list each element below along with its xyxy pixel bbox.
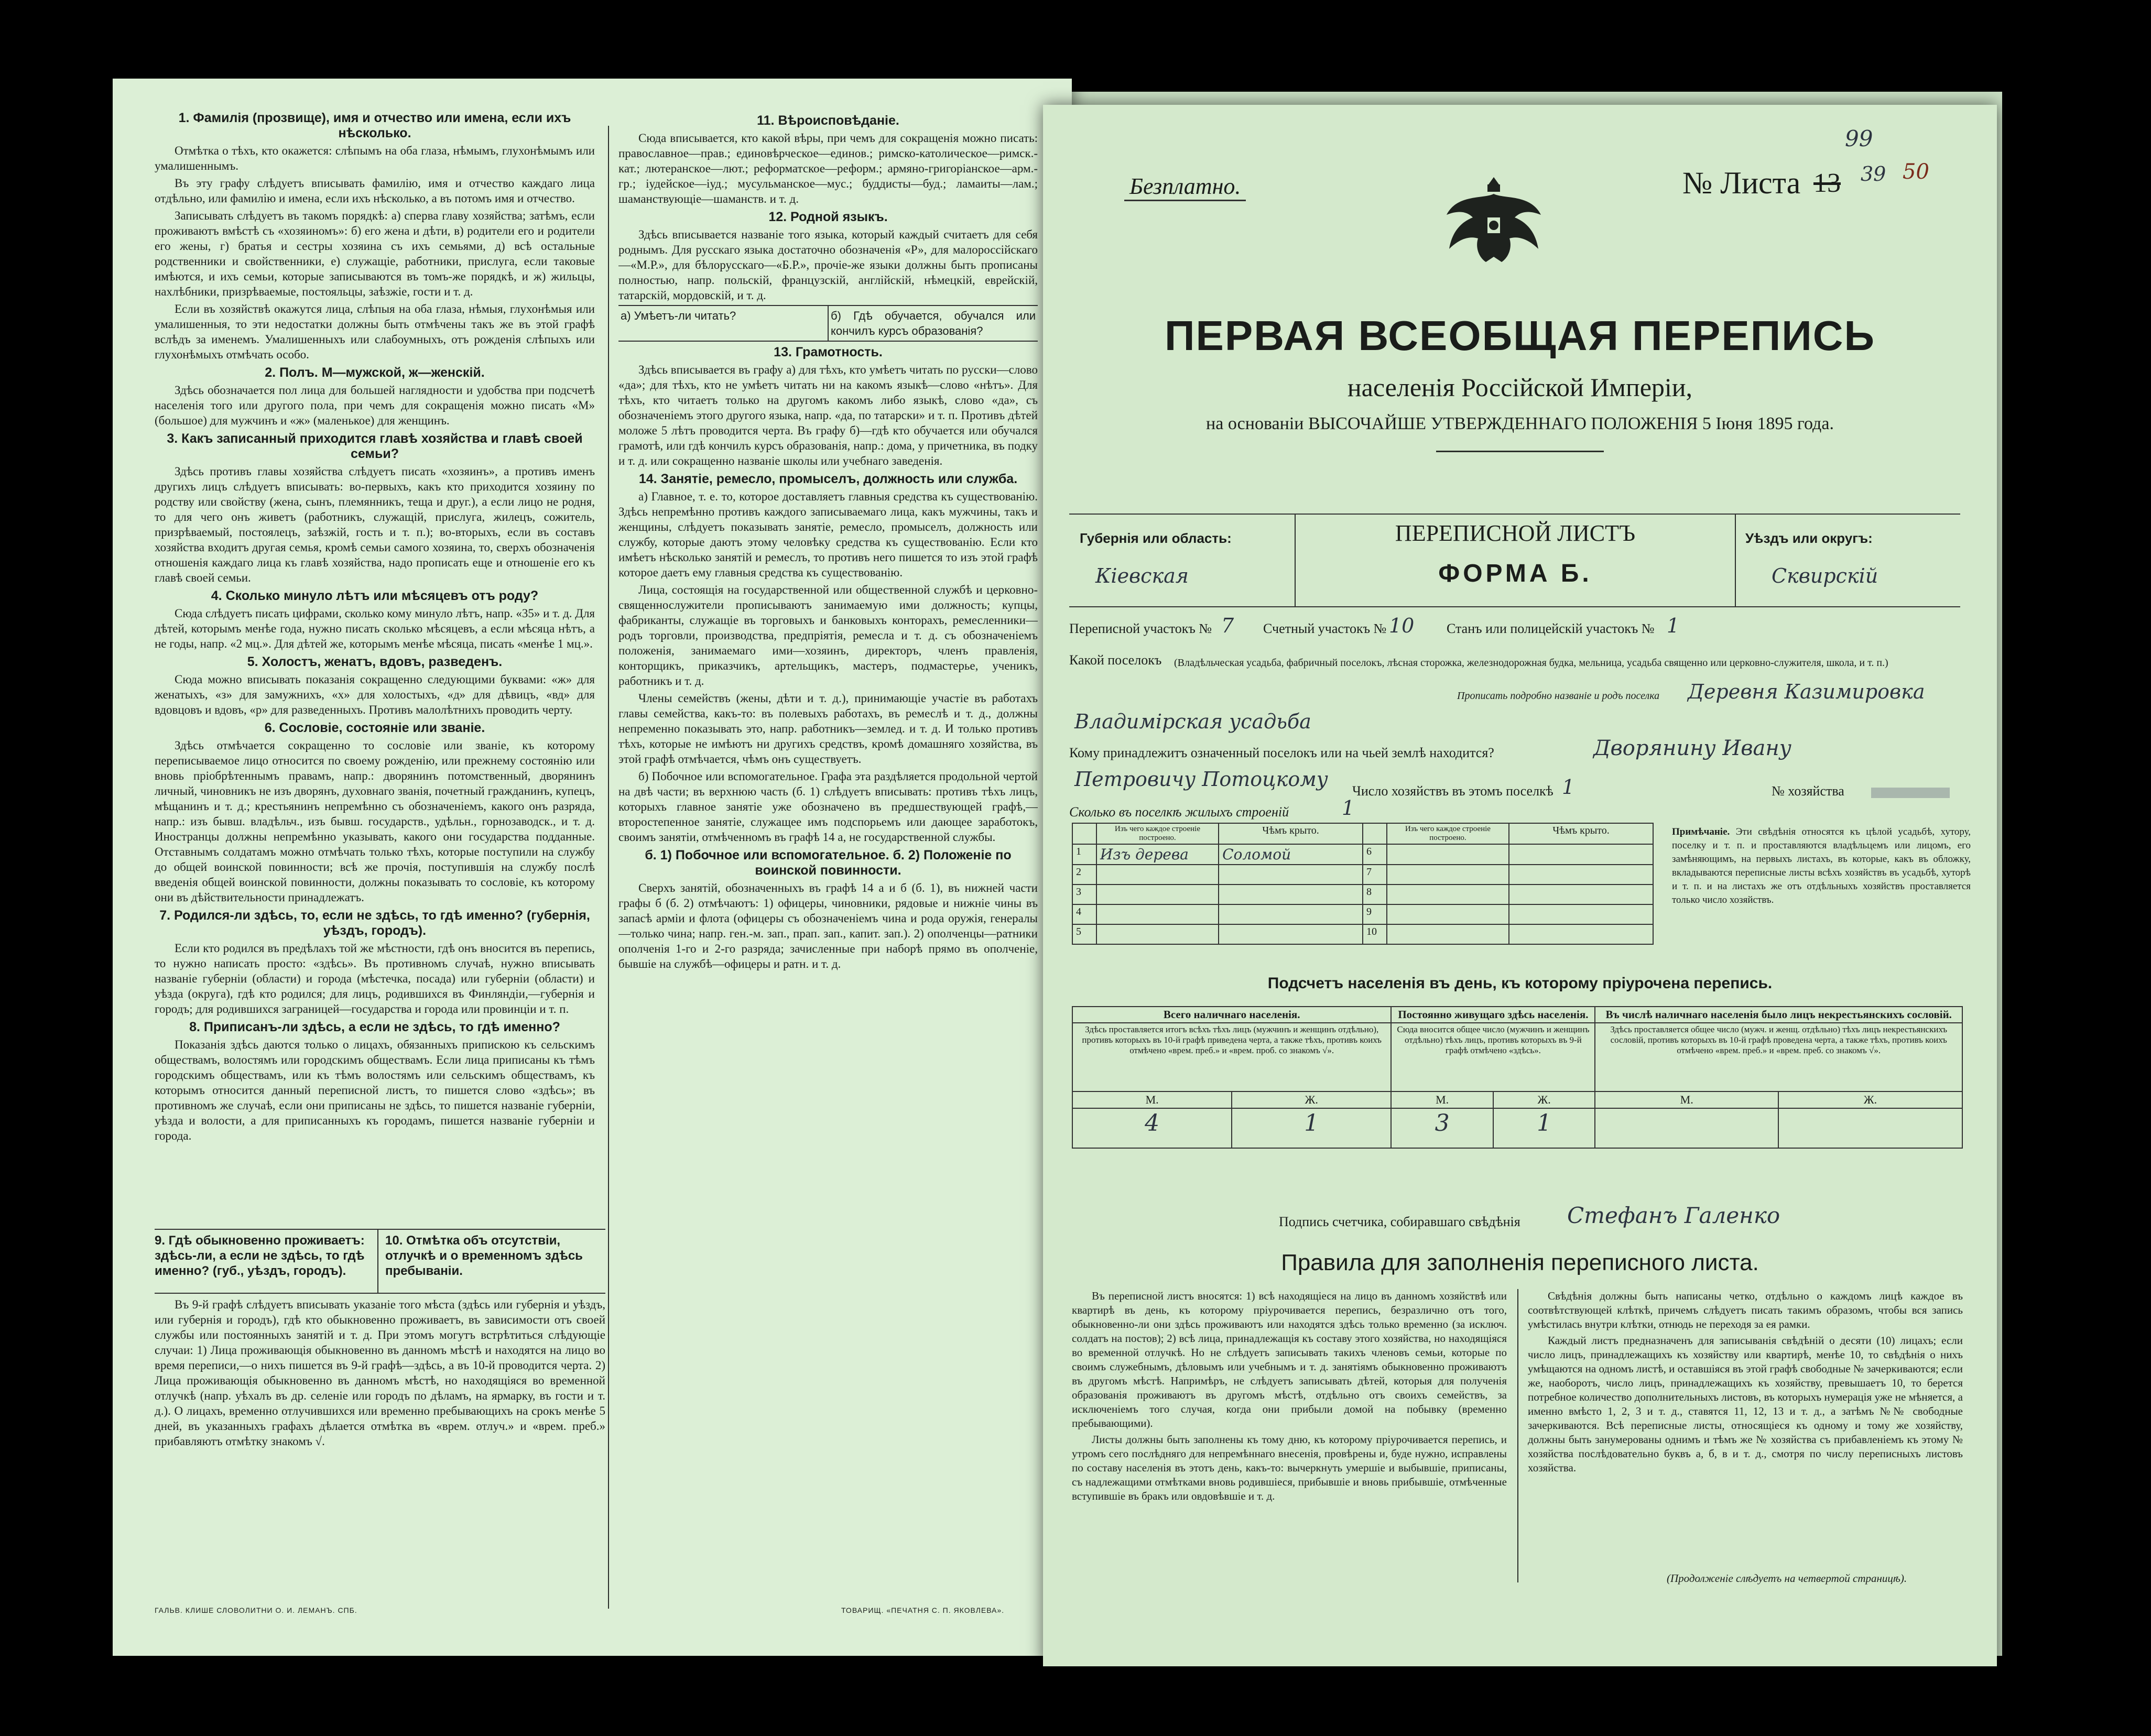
section-title: 8. Приписанъ-ли здѣсь, а если не здѣсь, то гдѣ именно? [189, 1020, 560, 1034]
sheet-number-struck: 13 [1813, 168, 1841, 198]
section-paragraph: Сюда вписывается, кто какой вѣры, при чемъ для сокращенія можно писать: православное—прав.; единовѣрческое—единов.; римско-католическое—римск.-кат.; лютеранское—лют.; реформатское—реформ.; армяно-григоріанское—арм.-гр.; іудейское—іуд.; мусульманское—мус.; буддисты—буд.; ламаиты—лам.; шаманствующіе—шаманств. и т. д. [618, 132, 1038, 205]
section-paragraph: Если кто родился въ предѣлахъ той же мѣстности, гдѣ онъ вносится въ перепись, то нужно написать просто: «здѣсь». Въ противномъ случаѣ, нужно вписывать названіе губерніи (области) и города (мѣстечка, посада) или губерніи (области) и уѣзда (округа), гдѣ кто родился; для лицъ, родившихся въ Финляндіи,—губернія и городъ; для родившихся заграницей—государства и города или провинціи и т. п. [155, 942, 595, 1016]
settlement-kind-label: Какой поселокъ [1069, 652, 1162, 668]
count-head-total: Всего наличнаго населенія. [1072, 1007, 1391, 1023]
section-title: 13. Грамотность. [774, 345, 883, 359]
sheet-number-label: № Листа [1682, 166, 1801, 200]
printer-mark-right: ТОВАРИЩ. «ПЕЧАТНЯ С. П. ЯКОВЛЕВА». [841, 1606, 1005, 1614]
field-10-title: 10. Отмѣтка объ отсутствіи, отлучкѣ и о временномъ здѣсь пребываніи. [385, 1233, 583, 1278]
count-title: Подсчетъ населенія въ день, къ которому пріурочена перепись. [1267, 975, 1773, 992]
building-roof: Соломой [1219, 844, 1363, 865]
count-note-permanent: Сюда вносится общее число (мужчинъ и женщинъ отдѣльно) тѣхъ лицъ, противъ которыхъ въ 9-й графѣ отмѣчено «здѣсь». [1391, 1023, 1595, 1091]
rules-column-2 [1528, 1289, 1963, 1572]
free-label: Безплатно. [1124, 173, 1246, 201]
section-title: 1. Фамилія (прозвище), имя и отчество или имена, если ихъ нѣсколько. [178, 111, 571, 140]
section-paragraph: Сюда слѣдуетъ писать цифрами, сколько кому минуло лѣтъ, напр. «35» и т. д. Для дѣтей, которымъ менѣе года, нужно писать сколько мѣсяцевъ, а если мѣсяца нѣтъ, а не годы, напр. «2 мц.». Для дѣтей же, которымъ менѣе мѣсяца, писать «менѣе 1 мц.». [155, 607, 595, 650]
rules-paragraph: Въ переписной листъ вносятся: 1) всѣ находящіеся на лицо въ данномъ хозяйствѣ или квартирѣ въ день, къ которому пріурочивается перепись, безразлично отъ того, обыкновенно-ли они здѣсь проживаютъ или находятся здѣсь только временно (за исключ. солдатъ на постов); 2) всѣ лица, принадлежащія къ составу этого хозяйства, но находящіяся во временной отлучкѣ. Но не слѣдуетъ записывать такихъ членовъ семьи, которые по своимъ служебнымъ, дѣловымъ или учебнымъ и т. д. занятіямъ обыкновенно проживаютъ въ другомъ мѣстѣ. Напримѣръ, не слѣдуетъ записывать дѣтей, которыя для полученія образованія проживаютъ въ другомъ мѣстѣ, отдѣльно отъ своихъ семействъ, за исключеніемъ того случая, когда они прибыли домой на побывку (временно пребывающими). [1072, 1290, 1507, 1429]
buildings-table-row [1072, 844, 1653, 865]
counting-district-label: Счетный участокъ № [1263, 621, 1387, 636]
gubernia-value: Кіевская [1095, 564, 1189, 587]
fields-9-10-paragraph: Въ 9-й графѣ слѣдуетъ вписывать указаніе того мѣста (здѣсь или губернія и уѣздъ, или губернія и городъ), гдѣ кто обыкновенно проживаетъ, въ зависимости отъ своей службы или постоянныхъ занятій и т. д. При этомъ могутъ встрѣтиться слѣдующіе случаи: 1) Лица проживающія обыкновенно въ данномъ мѣстѣ и находятся на лицо во время переписи,—о нихъ пишется въ 9-й графѣ—здѣсь, а въ 10-й проводится черта. 2) Лица проживающія обыкновенно въ данномъ мѣстѣ, но находящіяся во временной отлучкѣ (напр. уѣхалъ въ др. селеніе или городъ по дѣламъ, на ярмарку, въ гости и т. д.). О лицахъ, временно отлучившихся или временно пребывающихъ на срокъ менѣе 5 дней, въ указанныхъ графахъ дѣлается отмѣтка въ «врем. отлуч.» и «врем. преб.» прибавляютъ отмѣтку знакомъ √. [155, 1298, 605, 1448]
section-title: 7. Родился-ли здѣсь, то, если не здѣсь, то гдѣ именно? (губернія, уѣздъ, городъ). [159, 908, 590, 938]
owner-value-2: Петровичу Потоцкому [1074, 768, 1328, 791]
form-subtitle: ФОРМА Б. [1438, 560, 1592, 587]
section-title: 11. Вѣроисповѣданіе. [757, 113, 899, 128]
signature-label: Подпись счетчика, собиравшаго свѣдѣнія [1279, 1214, 1520, 1229]
archive-mark-3: 50 [1903, 160, 1929, 184]
section-paragraph: Здѣсь противъ главы хозяйства слѣдуетъ писать «хозяинъ», а противъ именъ другихъ лицъ слѣдуетъ вписывать: во-первыхъ, какъ кто приходится хозяину по родству или свойству (жена, сынъ, племянникъ, теща и друг.), а если лицо не родня, то для чего онъ живетъ (работникъ, служащій, прислуга, жилецъ, сожитель, призрѣваемый, постоялецъ, заѣзжій, гость и т. п.); во-вторыхъ, если въ составъ хозяйства входитъ другая семья, кромѣ семьи самого хозяина, то, сверхъ обозначенія отношенія каждаго лица къ главѣ хозяйства, надо прописать еще и отношеніе его къ главѣ своей семьи. [155, 465, 595, 584]
row-number: 3 [1072, 885, 1096, 904]
female-count: 1 [1232, 1108, 1391, 1148]
female-header: Ж. [1232, 1091, 1391, 1108]
building-material [1096, 885, 1219, 904]
building-material [1387, 844, 1509, 865]
section-title: 6. Сословіе, состояніе или званіе. [264, 720, 485, 735]
building-roof [1509, 865, 1653, 885]
police-district-label: Станъ или полицейскій участокъ № [1447, 621, 1655, 636]
buildings-table-row [1072, 904, 1653, 924]
section-title: 4. Сколько минуло лѣтъ или мѣсяцевъ отъ роду? [211, 588, 539, 603]
building-material [1387, 924, 1509, 944]
section-paragraph: Лица, состоящія на государственной или общественной службѣ и церковно-священнослужители прописываютъ занимаемую ими должность; купцы, фабриканты, служащіе въ торговыхъ и банковыхъ конторахъ, ремесленники—родъ торговли, производства, предпріятія, ремесла и т. д. съ обозначеніемъ положенія, занимаемаго ими—хозяинъ, директоръ, членъ правленія, конторщикъ, приказчикъ, артельщикъ, мастеръ, подмастерье, ученикъ, работникъ и т. д. [618, 583, 1038, 687]
building-roof [1219, 924, 1363, 944]
literacy-col-a: а) Умѣетъ-ли читать? [618, 306, 829, 341]
count-note-non-peasant: Здѣсь проставляется общее число (мужч. и женщ. отдѣльно) тѣхъ лицъ некрестьянскихъ сословій, противъ которыхъ въ 10-й графѣ проведена черта, а также тѣхъ, противъ коихъ отмѣчено «врем. преб.» и «врем. преб. со знакомъ √». [1595, 1023, 1962, 1091]
section-paragraph: Показанія здѣсь даются только о лицахъ, обязанныхъ припискою къ сельскимъ обществамъ, волостямъ или городскимъ обществамъ. Если лица приписаны къ тѣмъ городскимъ обществамъ, или къ тѣмъ волостямъ или сельскимъ обществамъ, къ которымъ относится данный переписной листъ, то пишется слово «здѣсь»; въ противномъ же случаѣ, если они приписаны не здѣсь, то пишется названіе губерніи, уѣзда и волости, а для приписанныхъ къ городамъ, пишется названіе губерніи и города. [155, 1038, 595, 1142]
building-material [1387, 904, 1509, 924]
section-title: 14. Занятіе, ремесло, промыселъ, должность или служба. [638, 472, 1018, 486]
column-divider [608, 126, 609, 1609]
rules-column-1 [1072, 1289, 1507, 1614]
building-roof [1509, 885, 1653, 904]
gubernia-label: Губернія или область: [1080, 530, 1232, 546]
section-paragraph: Здѣсь вписывается въ графу а) для тѣхъ, кто умѣетъ читать по русски—слово «да»; для тѣхъ, кто не умѣетъ читать ни на какомъ языкѣ—слово «нѣтъ». Для тѣхъ, кто читаетъ только на другомъ какомъ либо языкѣ, слово «да», съ обозначеніемъ этого другого языка, напр. «да, по татарски» и т. п. Противъ дѣтей моложе 5 лѣтъ проводится черта. Въ графу б)—гдѣ кто обучается или обучался грамотѣ, или гдѣ кончилъ курсъ образованія, напр.: дома, у причетника, въ подку и т. д. или сокращенно названіе школы или учебнаго заведенія. [618, 363, 1038, 467]
building-roof [1219, 865, 1363, 885]
section-title: 2. Полъ. М—мужской, ж—женскій. [265, 365, 485, 380]
instructions-column-2 [618, 110, 1038, 1582]
census-district-label: Переписной участокъ № [1069, 621, 1212, 636]
police-district-value: 1 [1667, 614, 1680, 637]
signature-value: Стефанъ Галенко [1567, 1203, 1780, 1228]
buildings-table-row [1072, 885, 1653, 904]
farms-count-value: 1 [1562, 776, 1575, 799]
column-header-roof: Чѣмъ крыто. [1509, 823, 1653, 844]
female-header: Ж. [1778, 1091, 1962, 1108]
section-title: 12. Родной языкъ. [768, 210, 888, 224]
male-count: 3 [1391, 1108, 1493, 1148]
building-roof [1509, 904, 1653, 924]
settlement-kind-value-2: Владимірская усадьба [1074, 710, 1311, 733]
section-title: 5. Холостъ, женатъ, вдовъ, разведенъ. [247, 654, 503, 669]
divider [377, 1230, 378, 1293]
male-header: М. [1595, 1091, 1778, 1108]
right-page [1043, 105, 1997, 1666]
section-title: 3. Какъ записанный приходится главѣ хозяйства и главѣ своей семьи? [167, 431, 583, 461]
farms-count-label: Число хозяйствъ въ этомъ поселкѣ [1352, 783, 1554, 799]
count-head-non-peasant: Въ числѣ наличнаго населенія было лицъ некрестьянскихъ сословій. [1595, 1007, 1962, 1023]
header-box [1069, 514, 1960, 607]
note-text: Эти свѣдѣнія относятся къ цѣлой усадьбѣ, хутору, поселку и т. п. и проставляются владѣльцемъ или лицомъ, его замѣняющимъ, на первыхъ листахъ, въ которые, какъ въ обложку, вкладываются переписные листы всѣхъ хозяйствъ въ усадьбѣ, хуторѣ и т. п. и на листахъ же отъ отдѣльныхъ хозяйствъ проставляется только число хозяйствъ. [1672, 826, 1971, 905]
settlement-kind-note-2: Прописать подробно названіе и родъ поселка [1457, 690, 1660, 702]
population-count-table [1072, 1006, 1963, 1149]
row-number: 10 [1363, 924, 1387, 944]
buildings-table-row [1072, 924, 1653, 944]
male-count: 4 [1072, 1108, 1232, 1148]
buildings-count-label: Сколько въ поселкѣ жилыхъ строеній [1069, 804, 1289, 820]
literacy-col-b: б) Гдѣ обучается, обучался или кончилъ курсъ образованія? [831, 309, 1036, 337]
building-roof [1219, 885, 1363, 904]
count-values-row [1072, 1108, 1962, 1148]
uezd-label: Уѣздъ или округъ: [1745, 530, 1873, 546]
row-number: 4 [1072, 904, 1096, 924]
section-paragraph: Здѣсь отмѣчается сокращенно то сословіе или званіе, къ которому переписываемое лицо относится по своему рожденію, или прежнему состоянію или вновь пріобрѣтеннымъ правамъ, напр.: дворянинъ потомственный, дворянинъ личный, чиновникъ не изъ дворянъ, духовнаго званія, почетный гражданинъ, купецъ, мѣщанинъ и т. д.; крестьянинъ непремѣнно съ обозначеніемъ, какого онъ разряда, напр.: изъ бывш. владѣльч., изъ бывш. государств., удѣльн., горнозаводск., и т. д. Иностранцы должны непремѣнно указывать, какого они государства подданные. Отставнымъ солдатамъ можно отмѣчать только тѣхъ, которые поступили на службу до общей воинской повинности; всѣ же прочія, поступившія на службу послѣ введенія общей воинской повинности, должны показывать то сословіе, къ которому они въ дѣйствительности принадлежатъ. [155, 739, 595, 904]
literacy-subheader [618, 305, 1038, 342]
column-header-roof: Чѣмъ крыто. [1219, 823, 1363, 844]
building-material [1096, 865, 1219, 885]
section-paragraph: а) Главное, т. е. то, которое доставляетъ главныя средства къ существованію. Здѣсь непремѣнно противъ каждого записываемаго лица, какъ мужчины, такъ и женщины, слѣдуетъ показывать занятіе, ремесло, промыселъ, должность или службу, которые даютъ этому человѣку средства къ существованію. Если кто имѣетъ нѣсколько занятій и ремеслъ, то противъ него пишется то изъ этой графѣ которое даетъ ему главныя средства къ существованію. [618, 490, 1038, 579]
female-count [1778, 1108, 1962, 1148]
building-material [1096, 924, 1219, 944]
imperial-eagle-emblem [1441, 168, 1546, 272]
buildings-count-value: 1 [1342, 796, 1355, 820]
building-roof [1219, 904, 1363, 924]
owner-value-1: Дворянину Ивану [1593, 736, 1791, 760]
sex-header-row [1072, 1091, 1962, 1108]
section-paragraph: Записывать слѣдуетъ въ такомъ порядкѣ: а) сперва главу хозяйства; затѣмъ, если проживаютъ вмѣстѣ съ «хозяиномъ»: б) его жена и дѣти, в) родители его и родители его жены, г) братья и сестры хозяина съ ихъ семьями, д) всѣ остальные родственники и свойственники, е) служащіе, работники, прислуга, если таковые имѣются, и ихъ семьи, которые записываются въ томъ-же порядкѣ, и ж) жильцы, нахлѣбники, призрѣваемые, постояльцы, заѣзжіе, гости и т. д. [155, 209, 595, 298]
female-count: 1 [1493, 1108, 1595, 1148]
section-paragraph: Члены семействъ (жены, дѣти и т. д.), принимающіе участіе въ работахъ главы семейства, какъ-то: въ полевыхъ работахъ, въ ремеслѣ и т. д., должны непременно показывать это, напр. работникъ—землед. и т. д. И только противъ тѣхъ, которые не имѣютъ ни другихъ средствъ, кромѣ домашняго хозяйства, въ этой графѣ отмѣчается, чѣмъ онъ существуетъ. [618, 692, 1038, 766]
row-number: 8 [1363, 885, 1387, 904]
continued-note: (Продолженіе слѣдуетъ на четвертой страницѣ). [1667, 1572, 1907, 1585]
section-paragraph: Отмѣтка о тѣхъ, кто окажется: слѣпымъ на оба глаза, нѣмымъ, глухонѣмымъ или умалишеннымъ. [155, 144, 595, 172]
male-header: М. [1391, 1091, 1493, 1108]
printer-mark-left: ГАЛЬВ. КЛИШЕ СЛОВОЛИТНИ О. И. ЛЕМАНЪ. СПБ. [155, 1606, 357, 1614]
archive-mark-1: 99 [1845, 126, 1873, 151]
counting-district-value: 10 [1389, 614, 1415, 637]
census-basis: на основаніи ВЫСОЧАЙШЕ УТВЕРЖДЕННАГО ПОЛОЖЕНІЯ 5 Іюня 1895 года. [1206, 414, 1834, 433]
female-header: Ж. [1493, 1091, 1595, 1108]
section-paragraph: Здѣсь вписывается названіе того языка, который каждый считаетъ для себя роднымъ. Для русскаго языка достаточно обозначенія «Р», для малороссійскаго—«М.Р.», для бѣлорусскаго—«Б.Р.», прочіе-же языки должны быть прописаны полностью, напр. польскій, французскій, англійскій, нѣмецкій, еврейскій, татарскій, мордовскій, и т. д. [618, 228, 1038, 302]
row-number: 9 [1363, 904, 1387, 924]
row-number: 7 [1363, 865, 1387, 885]
rules-title: Правила для заполненія переписного листа. [1281, 1250, 1759, 1275]
building-roof [1509, 844, 1653, 865]
census-subtitle: населенія Россійской Имперіи, [1347, 373, 1693, 402]
section-paragraph: б) Побочное или вспомогательное. Графа эта раздѣляется продольной чертой на двѣ части; въ верхнюю часть (б. 1) слѣдуетъ вписывать: противъ тѣхъ лицъ, которыхъ главное занятіе уже обозначено въ предшествующей графѣ,—второстепенное занятіе, служащее имъ подспорьемъ или дающее заработокъ, своимъ занятіи, отмѣченномъ въ графѣ 14 а, не государственной службы. [618, 770, 1038, 844]
row-number: 2 [1072, 865, 1096, 885]
building-material [1096, 904, 1219, 924]
column-header-material: Изъ чего каждое строеніе построено. [1096, 823, 1219, 844]
building-material: Изъ дерева [1096, 844, 1219, 865]
male-count [1595, 1108, 1778, 1148]
farm-number-value-box [1871, 788, 1950, 798]
left-page [113, 79, 1072, 1656]
building-material [1387, 885, 1509, 904]
section-paragraph: Сверхъ занятій, обозначенныхъ въ графѣ 14 а и б (б. 1), въ нижней части графы б (б. 2) отмѣчаютъ: 1) офицеры, чиновники, рядовые и нижніе чины въ запасѣ арміи и флота (офицеры съ обозначеніемъ чина и рода оружія, генералы—только чина; напр. ген.-м. зап., прап. зап., капит. зап.). 2) ополченцы—ратники ополченія 1-го и 2-го разряда; зачисленные при наборѣ прямо въ ополченіе, бывшіе на службѣ—офицеры и ратн. и т. д. [618, 881, 1038, 970]
form-title: ПЕРЕПИСНОЙ ЛИСТЪ [1395, 520, 1636, 546]
row-number: 1 [1072, 844, 1096, 865]
census-title: ПЕРВАЯ ВСЕОБЩАЯ ПЕРЕПИСЬ [1165, 312, 1875, 359]
buildings-table-header [1072, 823, 1653, 844]
row-number: 5 [1072, 924, 1096, 944]
section-paragraph: Здѣсь обозначается пол лица для большей наглядности и удобства при подсчетѣ населенія того или другого пола, при чемъ для сокращенія можно писать «М» (большое) для мужчинъ и «ж» (маленькое) для женщинъ. [155, 384, 595, 427]
section-paragraph: Въ эту графу слѣдуетъ вписывать фамилію, имя и отчество каждаго лица отдѣльно, или фамилію и имена, если ихъ нѣсколько, а въ потомъ имя и отчество. [155, 177, 595, 205]
note-title: Примѣчаніе. [1672, 826, 1730, 837]
rules-paragraph: Свѣдѣнія должны быть написаны четко, отдѣльно о каждомъ лицѣ каждое въ соотвѣтствующей клѣткѣ, причемъ слѣдуетъ писать такимъ образомъ, чтобы вся запись умѣстилась внутри клѣтки, отнюдь не переходя за ея рамки. [1528, 1290, 1963, 1330]
rules-divider [1517, 1289, 1518, 1582]
field-9-title: 9. Гдѣ обыкновенно проживаетъ: здѣсь-ли, а если не здѣсь, то гдѣ именно? (губ., уѣздъ, городъ). [155, 1233, 365, 1278]
section-paragraph: Если въ хозяйствѣ окажутся лица, слѣпыя на оба глаза, нѣмыя, глухонѣмыя или умалишенныя, то эти недостатки должны быть отмѣчены такъ же въ этой графѣ вслѣдъ за именемъ. Умалишенныхъ или слабоумныхъ, отъ рожденія слѣпыхъ или глухонѣмыхъ отмѣчать особо. [155, 302, 595, 361]
male-header: М. [1072, 1091, 1232, 1108]
rules-paragraph: Листы должны быть заполнены къ тому дню, къ которому пріурочивается перепись, и утромъ сего послѣдняго для непремѣннаго внесенія, провѣрены и, буде нужно, исправлены по составу населенія въ этотъ день, какъ-то: вычеркнуть умершіе и выбывшіе, приписаны, съ надлежащими отмѣтками вновь родившіеся, прибывшіе и вновь прибывшіе, отмѣченные вступившіе въ бракъ или овдовѣвшіе и т. д. [1072, 1433, 1507, 1502]
buildings-note [1672, 825, 1971, 907]
section-paragraph: Сюда можно вписывать показанія сокращенно следующими буквами: «ж» для женатыхъ, «з» для замужнихъ, «х» для холостыхъ, «д» для дѣвицъ, «вд» для вдовцовъ и вдовъ, «р» для разведенныхъ. Противъ малолѣтнихъ проводить черту. [155, 673, 595, 716]
title-divider [1436, 451, 1604, 452]
owner-label: Кому принадлежитъ означенный поселокъ или на чьей землѣ находится? [1069, 745, 1494, 760]
instructions-column-1 [155, 107, 595, 1226]
settlement-kind-value-1: Деревня Казимировка [1688, 680, 1925, 703]
count-head-permanent: Постоянно живущаго здѣсь населенія. [1391, 1007, 1595, 1023]
building-roof [1509, 924, 1653, 944]
census-district-value: 7 [1221, 614, 1234, 637]
archive-mark-2: 39 [1861, 162, 1886, 185]
section-subtitle: б. 1) Побочное или вспомогательное. б. 2) Положеніе по воинской повинности. [645, 848, 1012, 878]
buildings-table-row [1072, 865, 1653, 885]
fields-9-10-text [155, 1297, 605, 1590]
uezd-value: Сквирскій [1772, 564, 1878, 587]
column-header-material: Изъ чего каждое строеніе построено. [1387, 823, 1509, 844]
rules-paragraph: Каждый листъ предназначенъ для записыванія свѣдѣній о десяти (10) лицахъ; если число лицъ, принадлежащихъ къ хозяйству или квартирѣ, менѣе 10, то свѣдѣнія о нихъ умѣщаются на одномъ листѣ, и оставшіяся въ этой графѣ свободные № зачеркиваются; если же, наоборотъ, число лицъ, принадлежащихъ къ хозяйству, превышаетъ 10, то берется потребное количество дополнительныхъ листовъ, въ которыхъ нумерація уже не мѣняется, а именно вмѣсто 1, 2, 3 и т. д., ставятся 11, 12, 13 и т. д., а затѣмъ №№ свободные зачеркиваются. Всѣ переписные листы, относящіеся къ одному и тому же хозяйству, должны быть занумерованы однимъ и тѣмъ же № хозяйства съ прибавленіемъ къ этому № хозяйства послѣдовательно буквъ а, б, в и т. д., смотря по числу переписныхъ листовъ хозяйства. [1528, 1334, 1963, 1474]
divider [1735, 515, 1736, 606]
farm-number-label: № хозяйства [1772, 783, 1844, 799]
row-number: 6 [1363, 844, 1387, 865]
fields-9-10-header [155, 1229, 605, 1294]
buildings-table [1072, 823, 1654, 945]
settlement-kind-note: (Владѣльческая усадьба, фабричный поселокъ, лѣсная сторожка, железнодорожная будка, мельница, усадьба священно или церковно-служителя, школа, и т. п.) [1174, 657, 1888, 669]
building-material [1387, 865, 1509, 885]
count-note-total: Здѣсь проставляется итогъ всѣхъ тѣхъ лицъ (мужчинъ и женщинъ отдѣльно), противъ которыхъ въ 10-й графѣ приведена черта, а также тѣхъ, противъ коихъ отмѣчено «врем. преб.» и «врем. проб. со знакомъ √». [1072, 1023, 1391, 1091]
